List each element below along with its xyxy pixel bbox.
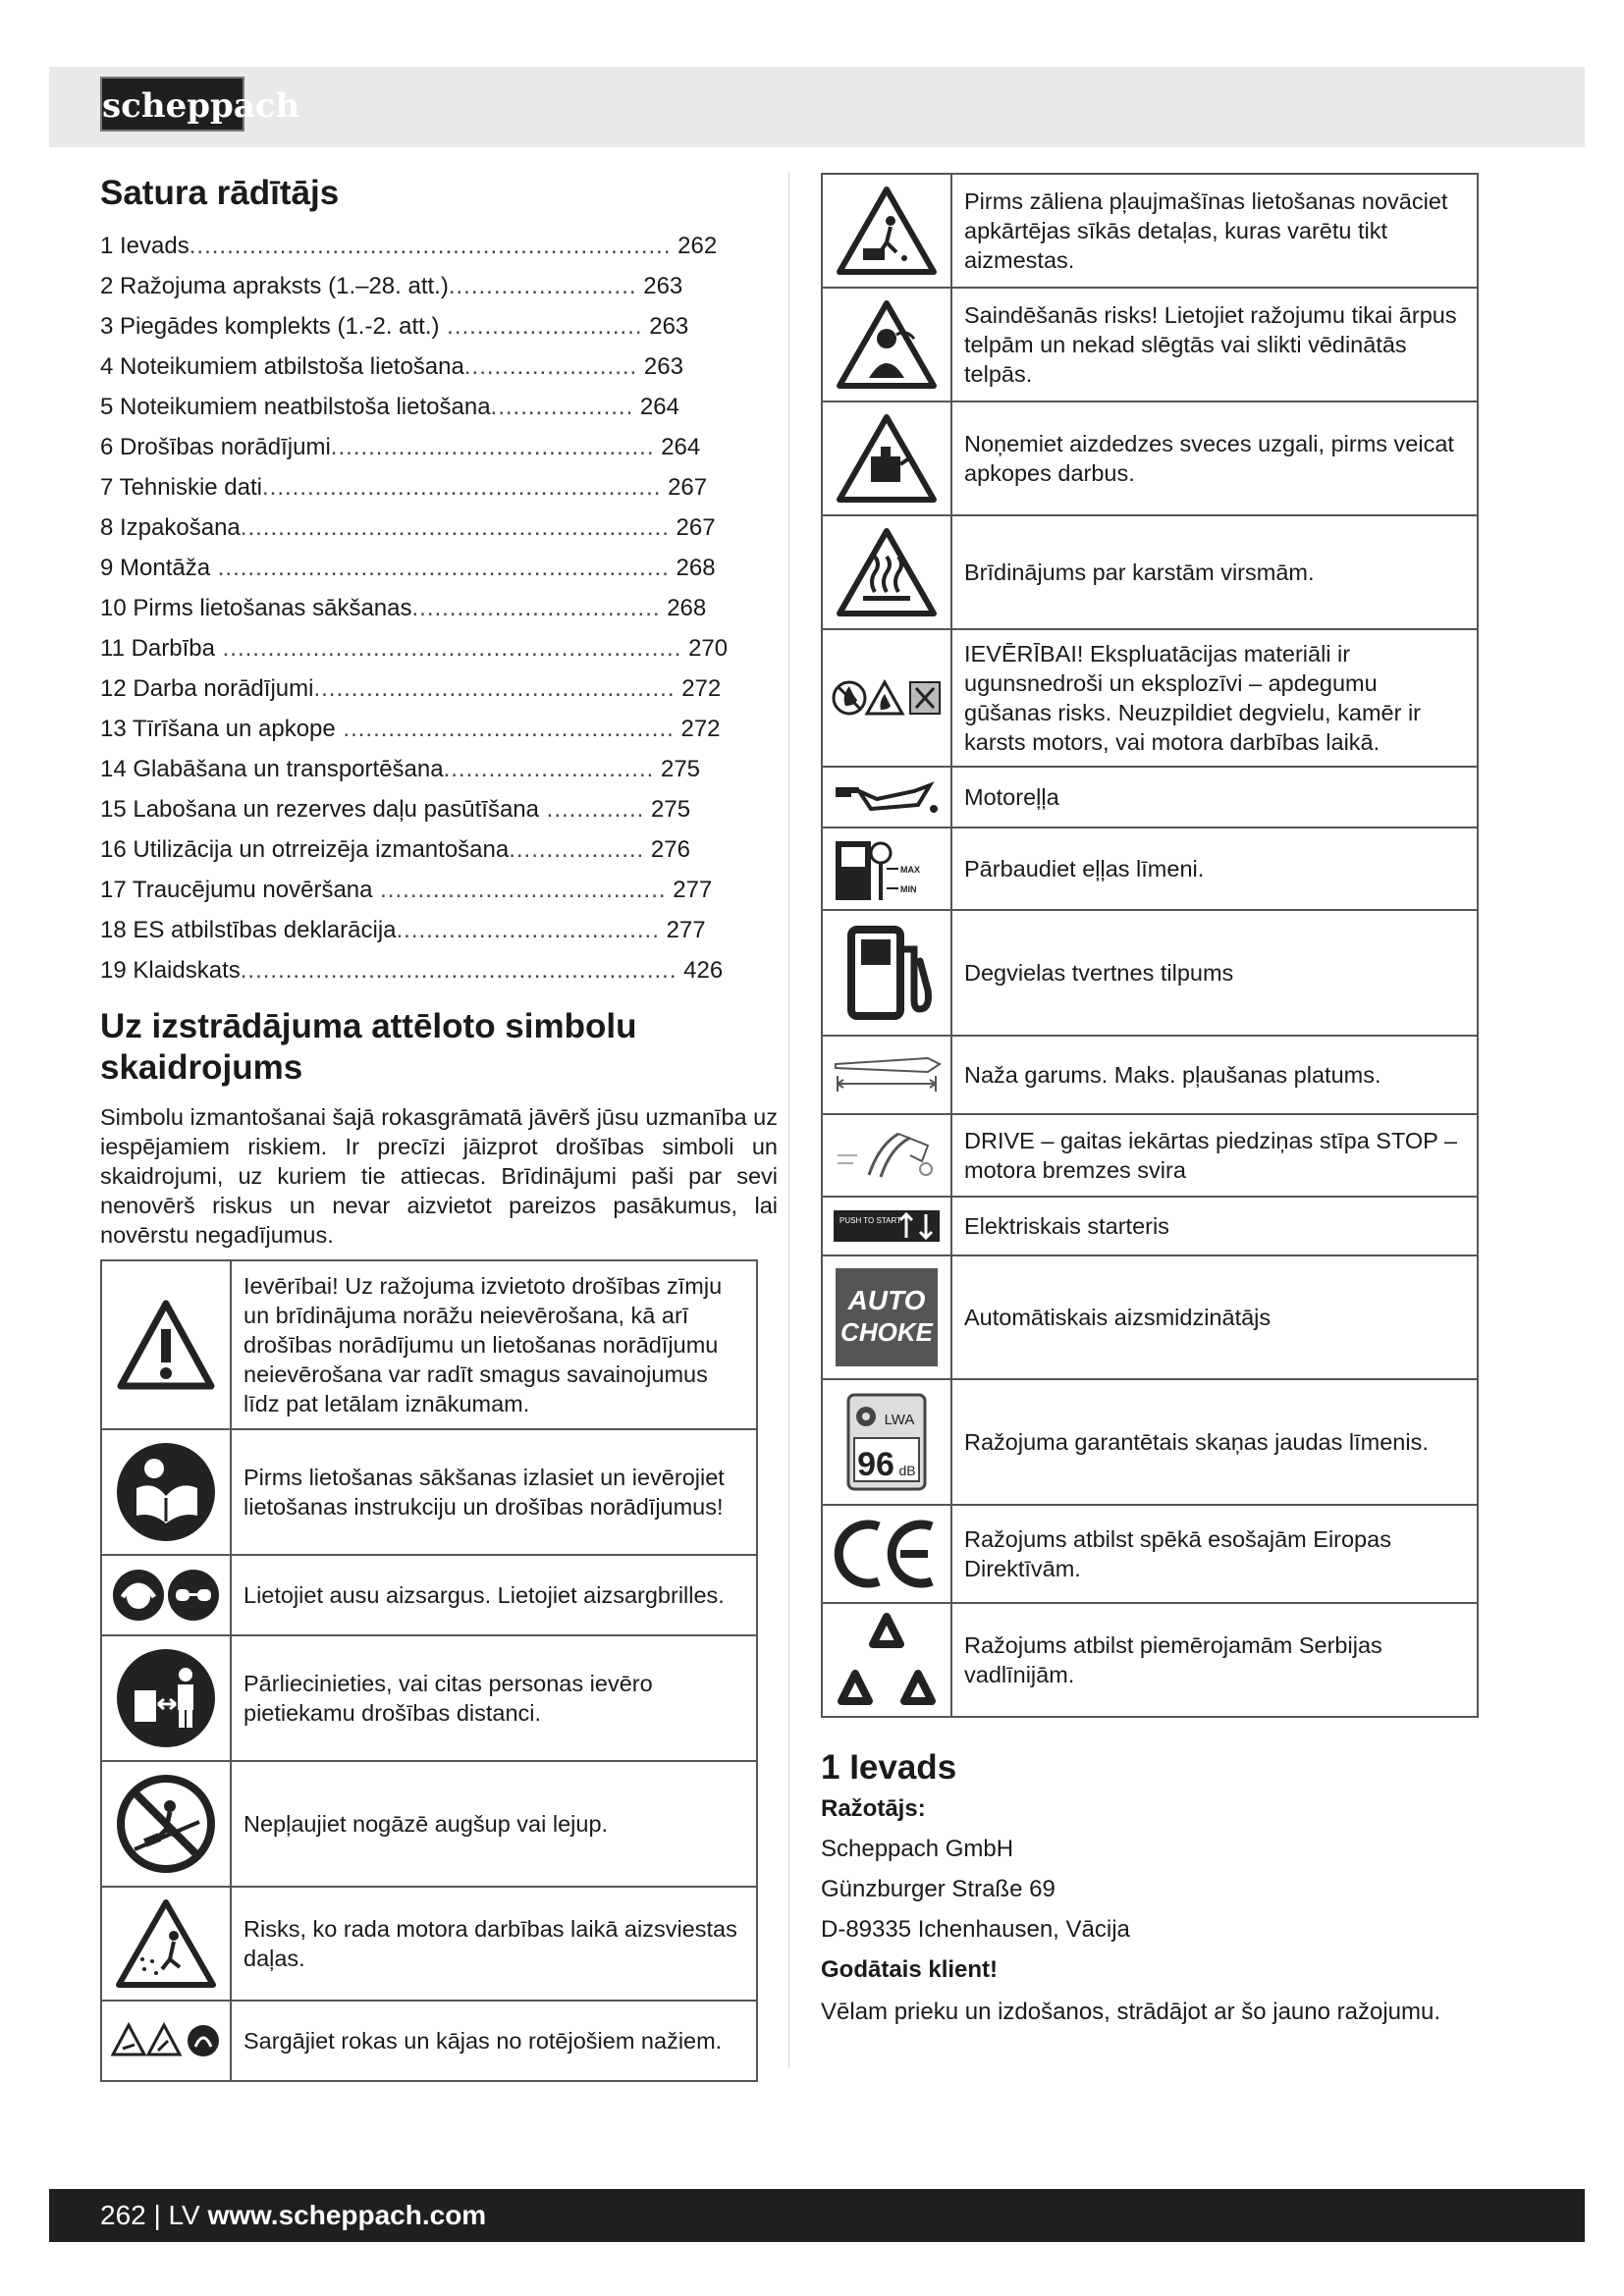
- toc-item-dots: .............................................................: [214, 635, 682, 662]
- auto-choke-icon: [834, 1266, 940, 1368]
- toc-item[interactable]: [100, 628, 778, 668]
- spark-plug-icon: [836, 413, 938, 504]
- toc-item-label: 1 Ievads: [100, 233, 189, 259]
- auto-label: AUTO: [847, 1285, 926, 1315]
- toc-item-label: 15 Labošana un rezerves daļu pasūtīšana: [100, 796, 539, 823]
- table-row: [822, 1036, 1478, 1114]
- toc-item-dots: ..................: [509, 836, 645, 863]
- table-row: [822, 515, 1478, 629]
- table-row: [101, 1555, 757, 1635]
- symbol-description: Naža garums. Maks. pļaušanas platums.: [951, 1036, 1478, 1114]
- toc-item-page: 270: [688, 635, 729, 662]
- symbol-description: Pārliecinieties, vai citas personas ievēro pietiekamu drošības distanci.: [231, 1635, 757, 1761]
- rotating-blades-icon: [111, 2021, 221, 2060]
- lwa-label: LWA: [884, 1412, 915, 1428]
- toc-item-page: 267: [676, 514, 716, 541]
- table-row: [822, 828, 1478, 910]
- table-row: [101, 1260, 757, 1429]
- table-row: [822, 1255, 1478, 1379]
- toc-item[interactable]: [100, 870, 778, 910]
- intro-wish: Vēlam prieku un izdošanos, strādājot ar šo jauno ražojumu.: [821, 1999, 1441, 2025]
- toc-item-dots: ...........................................: [330, 434, 655, 460]
- toc-item-dots: .............: [539, 796, 645, 823]
- toc-item-page: 263: [643, 273, 683, 299]
- toc-item-dots: .........................: [448, 273, 637, 299]
- table-row: [822, 1379, 1478, 1505]
- oil-level-icon: [832, 833, 942, 904]
- toc-item-page: 263: [649, 313, 689, 340]
- symbol-cell: [822, 174, 951, 288]
- toc-item-label: 2 Ražojuma apraksts (1.–28. att.): [100, 273, 449, 299]
- serbia-mark-icon: [836, 1611, 938, 1709]
- symbol-description: Ražojuma garantētais skaņas jaudas līmenis.: [951, 1379, 1478, 1505]
- blade-length-icon: [830, 1050, 944, 1099]
- toc-item[interactable]: [100, 467, 778, 507]
- symbol-description: Nepļaujiet nogāzē augšup vai lejup.: [231, 1761, 757, 1887]
- remove-debris-icon: [836, 186, 938, 276]
- symbols-title-line2: skaidrojums: [100, 1048, 303, 1087]
- toc-item[interactable]: [100, 306, 778, 347]
- oil-can-icon: [832, 777, 942, 817]
- toc-item-page: 276: [650, 836, 690, 863]
- symbol-description: Pirms zāliena pļaujmašīnas lietošanas novāciet apkārtējas sīkās detaļas, kuras varētu tikt aizmestas.: [951, 174, 1478, 288]
- symbol-description: Noņemiet aizdedzes sveces uzgali, pirms veicat apkopes darbus.: [951, 401, 1478, 515]
- toc-item-page: 275: [660, 756, 701, 782]
- push-to-start-label: PUSH TO START: [839, 1216, 901, 1225]
- symbol-cell: [101, 1555, 231, 1635]
- company-city: D-89335 Ichenhausen, Vācija: [821, 1916, 1130, 1943]
- table-row: [822, 1505, 1478, 1603]
- toc-item[interactable]: [100, 266, 778, 306]
- table-row: [101, 1635, 757, 1761]
- poisoning-icon: [836, 299, 938, 390]
- symbol-description: Automātiskais aizsmidzinātājs: [951, 1255, 1478, 1379]
- sound-level-icon: [844, 1391, 929, 1493]
- toc-item-dots: ......................................: [372, 877, 667, 903]
- table-row: [101, 1887, 757, 2001]
- toc-item-label: 9 Montāža: [100, 555, 211, 581]
- toc-item[interactable]: [100, 950, 778, 990]
- toc-item-page: 262: [677, 233, 718, 259]
- toc-title: Satura rādītājs: [100, 174, 340, 212]
- symbol-description: Ievērībai! Uz ražojuma izvietoto drošības zīmju un brīdinājuma norāžu neievērošana, kā arī drošības norādījumu un lietošanas norādījumu neievērošana var radīt smagus savainojumus līdz pat letālam iznākumam.: [231, 1260, 757, 1429]
- toc-item-dots: .......................: [463, 353, 638, 380]
- toc-item-label: 7 Tehniskie dati: [100, 474, 262, 501]
- toc-item-dots: ..........................: [439, 313, 643, 340]
- toc-item-page: 263: [643, 353, 683, 380]
- table-row: [822, 1603, 1478, 1717]
- company-name: Scheppach GmbH: [821, 1836, 1014, 1862]
- toc-item-label: 8 Izpakošana: [100, 514, 241, 541]
- safety-distance-icon: [115, 1647, 217, 1749]
- toc-item-dots: .........................................................: [240, 514, 670, 541]
- symbol-description: Saindēšanās risks! Lietojiet ražojumu tikai ārpus telpām un nekad slēgtās vai slikti vēdinātās telpās.: [951, 288, 1478, 401]
- intro-title: 1 Ievads: [821, 1748, 957, 1787]
- symbol-cell: [822, 1505, 951, 1603]
- toc-item-page: 268: [676, 555, 716, 581]
- symbols-title-line1: Uz izstrādājuma attēloto simbolu: [100, 1007, 637, 1045]
- ear-eye-protection-icon: [111, 1568, 221, 1623]
- oil-level-max-label: MAX: [900, 865, 920, 875]
- db-unit-label: dB: [898, 1463, 916, 1478]
- footer-website-link[interactable]: www.scheppach.com: [207, 2200, 487, 2230]
- symbol-cell: [822, 1114, 951, 1197]
- toc-item-label: 13 Tīrīšana un apkope: [100, 716, 336, 742]
- company-street: Günzburger Straße 69: [821, 1876, 1056, 1902]
- symbol-cell: [822, 629, 951, 767]
- toc-item[interactable]: [100, 789, 778, 829]
- table-row: [822, 767, 1478, 828]
- symbol-cell: [101, 1761, 231, 1887]
- symbol-cell: [822, 767, 951, 828]
- table-row: [822, 401, 1478, 515]
- toc-item[interactable]: [100, 749, 778, 789]
- toc-item-label: 17 Traucējumu novēršana: [100, 877, 373, 903]
- toc-item-dots: ................................................................: [189, 233, 672, 259]
- symbol-description: Pirms lietošanas sākšanas izlasiet un ievērojiet lietošanas instrukciju un drošības norādījumus!: [231, 1429, 757, 1555]
- toc-item-label: 5 Noteikumiem neatbilstoša lietošana: [100, 394, 491, 420]
- table-row: [101, 1429, 757, 1555]
- toc-item-label: 4 Noteikumiem atbilstoša lietošana: [100, 353, 464, 380]
- symbol-cell: [101, 1635, 231, 1761]
- toc-item-page: 267: [668, 474, 708, 501]
- hot-surface-icon: [836, 527, 938, 617]
- symbol-cell: [822, 515, 951, 629]
- table-row: [822, 1197, 1478, 1255]
- symbol-description: DRIVE – gaitas iekārtas piedziņas stīpa STOP – motora bremzes svira: [951, 1114, 1478, 1197]
- table-row: [822, 910, 1478, 1036]
- toc-item-dots: ...................................: [396, 917, 660, 943]
- toc-item-label: 12 Darba norādījumi: [100, 675, 314, 702]
- scheppach-logo: scheppach: [100, 77, 244, 132]
- table-row: [822, 1114, 1478, 1197]
- manufacturer-label: Ražotājs:: [821, 1795, 926, 1822]
- toc-item-page: 277: [673, 877, 713, 903]
- symbol-description: Pārbaudiet eļļas līmeni.: [951, 828, 1478, 910]
- toc-item-page: 275: [651, 796, 691, 823]
- symbol-cell: [822, 1036, 951, 1114]
- table-row: [822, 288, 1478, 401]
- toc-item-label: 16 Utilizācija un otrreizēja izmantošana: [100, 836, 510, 863]
- symbol-description: Elektriskais starteris: [951, 1197, 1478, 1255]
- symbol-cell: [822, 828, 951, 910]
- greeting: Godātais klient!: [821, 1956, 999, 1983]
- symbol-description: Lietojiet ausu aizsargus. Lietojiet aizsargbrilles.: [231, 1555, 757, 1635]
- symbol-cell: [822, 401, 951, 515]
- toc-item-page: 426: [683, 957, 724, 984]
- table-of-contents: [100, 226, 778, 990]
- warning-triangle-icon: [117, 1300, 215, 1390]
- table-row: [101, 1761, 757, 1887]
- table-row: [822, 174, 1478, 288]
- toc-item-page: 272: [680, 716, 721, 742]
- symbol-cell: [822, 1603, 951, 1717]
- toc-item[interactable]: [100, 910, 778, 950]
- toc-item-dots: ................................................: [313, 675, 676, 702]
- symbol-description: Sargājiet rokas un kājas no rotējošiem nažiem.: [231, 2001, 757, 2081]
- left-column: [100, 173, 778, 2082]
- toc-item-page: 277: [666, 917, 706, 943]
- toc-item-label: 6 Drošības norādījumi: [100, 434, 331, 460]
- symbol-cell: [822, 1197, 951, 1255]
- no-slope-mowing-icon: [115, 1773, 217, 1875]
- symbol-cell: [101, 2001, 231, 2081]
- drive-stop-lever-icon: [830, 1126, 944, 1185]
- symbols-intro: Simbolu izmantošanai šajā rokasgrāmatā jāvērš jūsu uzmanība uz iespējamiem riskiem. Ir precīzi jāizprot drošības simboli un skaidrojumi, uz kuriem tie attiecas. Brīdinājumi paši par sevi nenovērš riskus un nevar aizvietot pareizos pasākumus, lai novērstu negadījumus.: [100, 1104, 778, 1248]
- toc-item-dots: ............................................................: [210, 555, 670, 581]
- oil-level-min-label: MIN: [900, 884, 917, 894]
- symbol-description: Motoreļļa: [951, 767, 1478, 828]
- footer-page-lang: 262 | LV: [100, 2200, 200, 2230]
- right-column: [821, 173, 1479, 2027]
- table-row: [822, 629, 1478, 767]
- table-row: [101, 2001, 757, 2081]
- symbol-cell: [822, 1255, 951, 1379]
- toc-item-dots: ............................: [443, 756, 655, 782]
- symbol-description: IEVĒRĪBAI! Ekspluatācijas materiāli ir ugunsnedroši un eksplozīvi – apdegumu gūšanas risks. Neuzpildiet degvielu, kamēr ir karsts motors, vai motora darbības laikā.: [951, 629, 1478, 767]
- symbol-description: Ražojums atbilst piemērojamām Serbijas vadlīnijām.: [951, 1603, 1478, 1717]
- toc-item-page: 268: [667, 595, 707, 621]
- toc-item[interactable]: [100, 588, 778, 628]
- symbol-cell: [101, 1260, 231, 1429]
- symbol-cell: [822, 288, 951, 401]
- toc-item[interactable]: [100, 548, 778, 588]
- read-manual-icon: [115, 1441, 217, 1543]
- symbols-table-left: [100, 1259, 758, 2082]
- toc-item-label: 14 Glabāšana un transportēšana: [100, 756, 444, 782]
- toc-item-label: 18 ES atbilstības deklarācija: [100, 917, 397, 943]
- toc-item-page: 272: [681, 675, 722, 702]
- toc-item-label: 3 Piegādes komplekts (1.-2. att.): [100, 313, 440, 340]
- symbol-description: Ražojums atbilst spēkā esošajām Eiropas Direktīvām.: [951, 1505, 1478, 1603]
- toc-item-page: 264: [639, 394, 679, 420]
- toc-item[interactable]: [100, 427, 778, 467]
- symbols-title: [100, 1006, 778, 1089]
- db-value-label: 96: [857, 1446, 894, 1483]
- symbol-description: Risks, ko rada motora darbības laikā aizsviestas daļas.: [231, 1887, 757, 2001]
- symbol-description: Degvielas tvertnes tilpums: [951, 910, 1478, 1036]
- toc-item-page: 264: [661, 434, 701, 460]
- toc-item-dots: .....................................................: [262, 474, 662, 501]
- toc-item[interactable]: [100, 226, 778, 266]
- toc-item-label: 10 Pirms lietošanas sākšanas: [100, 595, 412, 621]
- symbol-cell: [822, 1379, 951, 1505]
- electric-starter-icon: [832, 1208, 942, 1244]
- symbol-cell: [822, 910, 951, 1036]
- toc-item[interactable]: [100, 668, 778, 709]
- symbols-table-right: [821, 173, 1479, 1718]
- toc-item[interactable]: [100, 709, 778, 749]
- toc-item[interactable]: [100, 387, 778, 427]
- ce-mark-icon: [832, 1517, 942, 1591]
- fuel-pump-icon: [836, 922, 938, 1024]
- toc-item-dots: ...................: [490, 394, 634, 420]
- toc-item[interactable]: [100, 347, 778, 387]
- symbol-cell: [101, 1429, 231, 1555]
- toc-item-dots: ............................................: [335, 716, 675, 742]
- symbol-cell: [101, 1887, 231, 2001]
- choke-label: CHOKE: [840, 1317, 933, 1347]
- flying-parts-icon: [115, 1898, 217, 1989]
- toc-item-label: 11 Darbība: [100, 635, 215, 662]
- toc-item-dots: ..........................................................: [240, 957, 677, 984]
- toc-item[interactable]: [100, 829, 778, 870]
- toc-item-label: 19 Klaidskats: [100, 957, 241, 984]
- toc-item-dots: .................................: [411, 595, 661, 621]
- toc-item[interactable]: [100, 507, 778, 548]
- column-divider: [788, 173, 789, 2067]
- page-footer: [49, 2189, 1585, 2242]
- header-band: [49, 67, 1585, 147]
- fire-explosion-icon: [832, 678, 942, 718]
- symbol-description: Brīdinājums par karstām virsmām.: [951, 515, 1478, 629]
